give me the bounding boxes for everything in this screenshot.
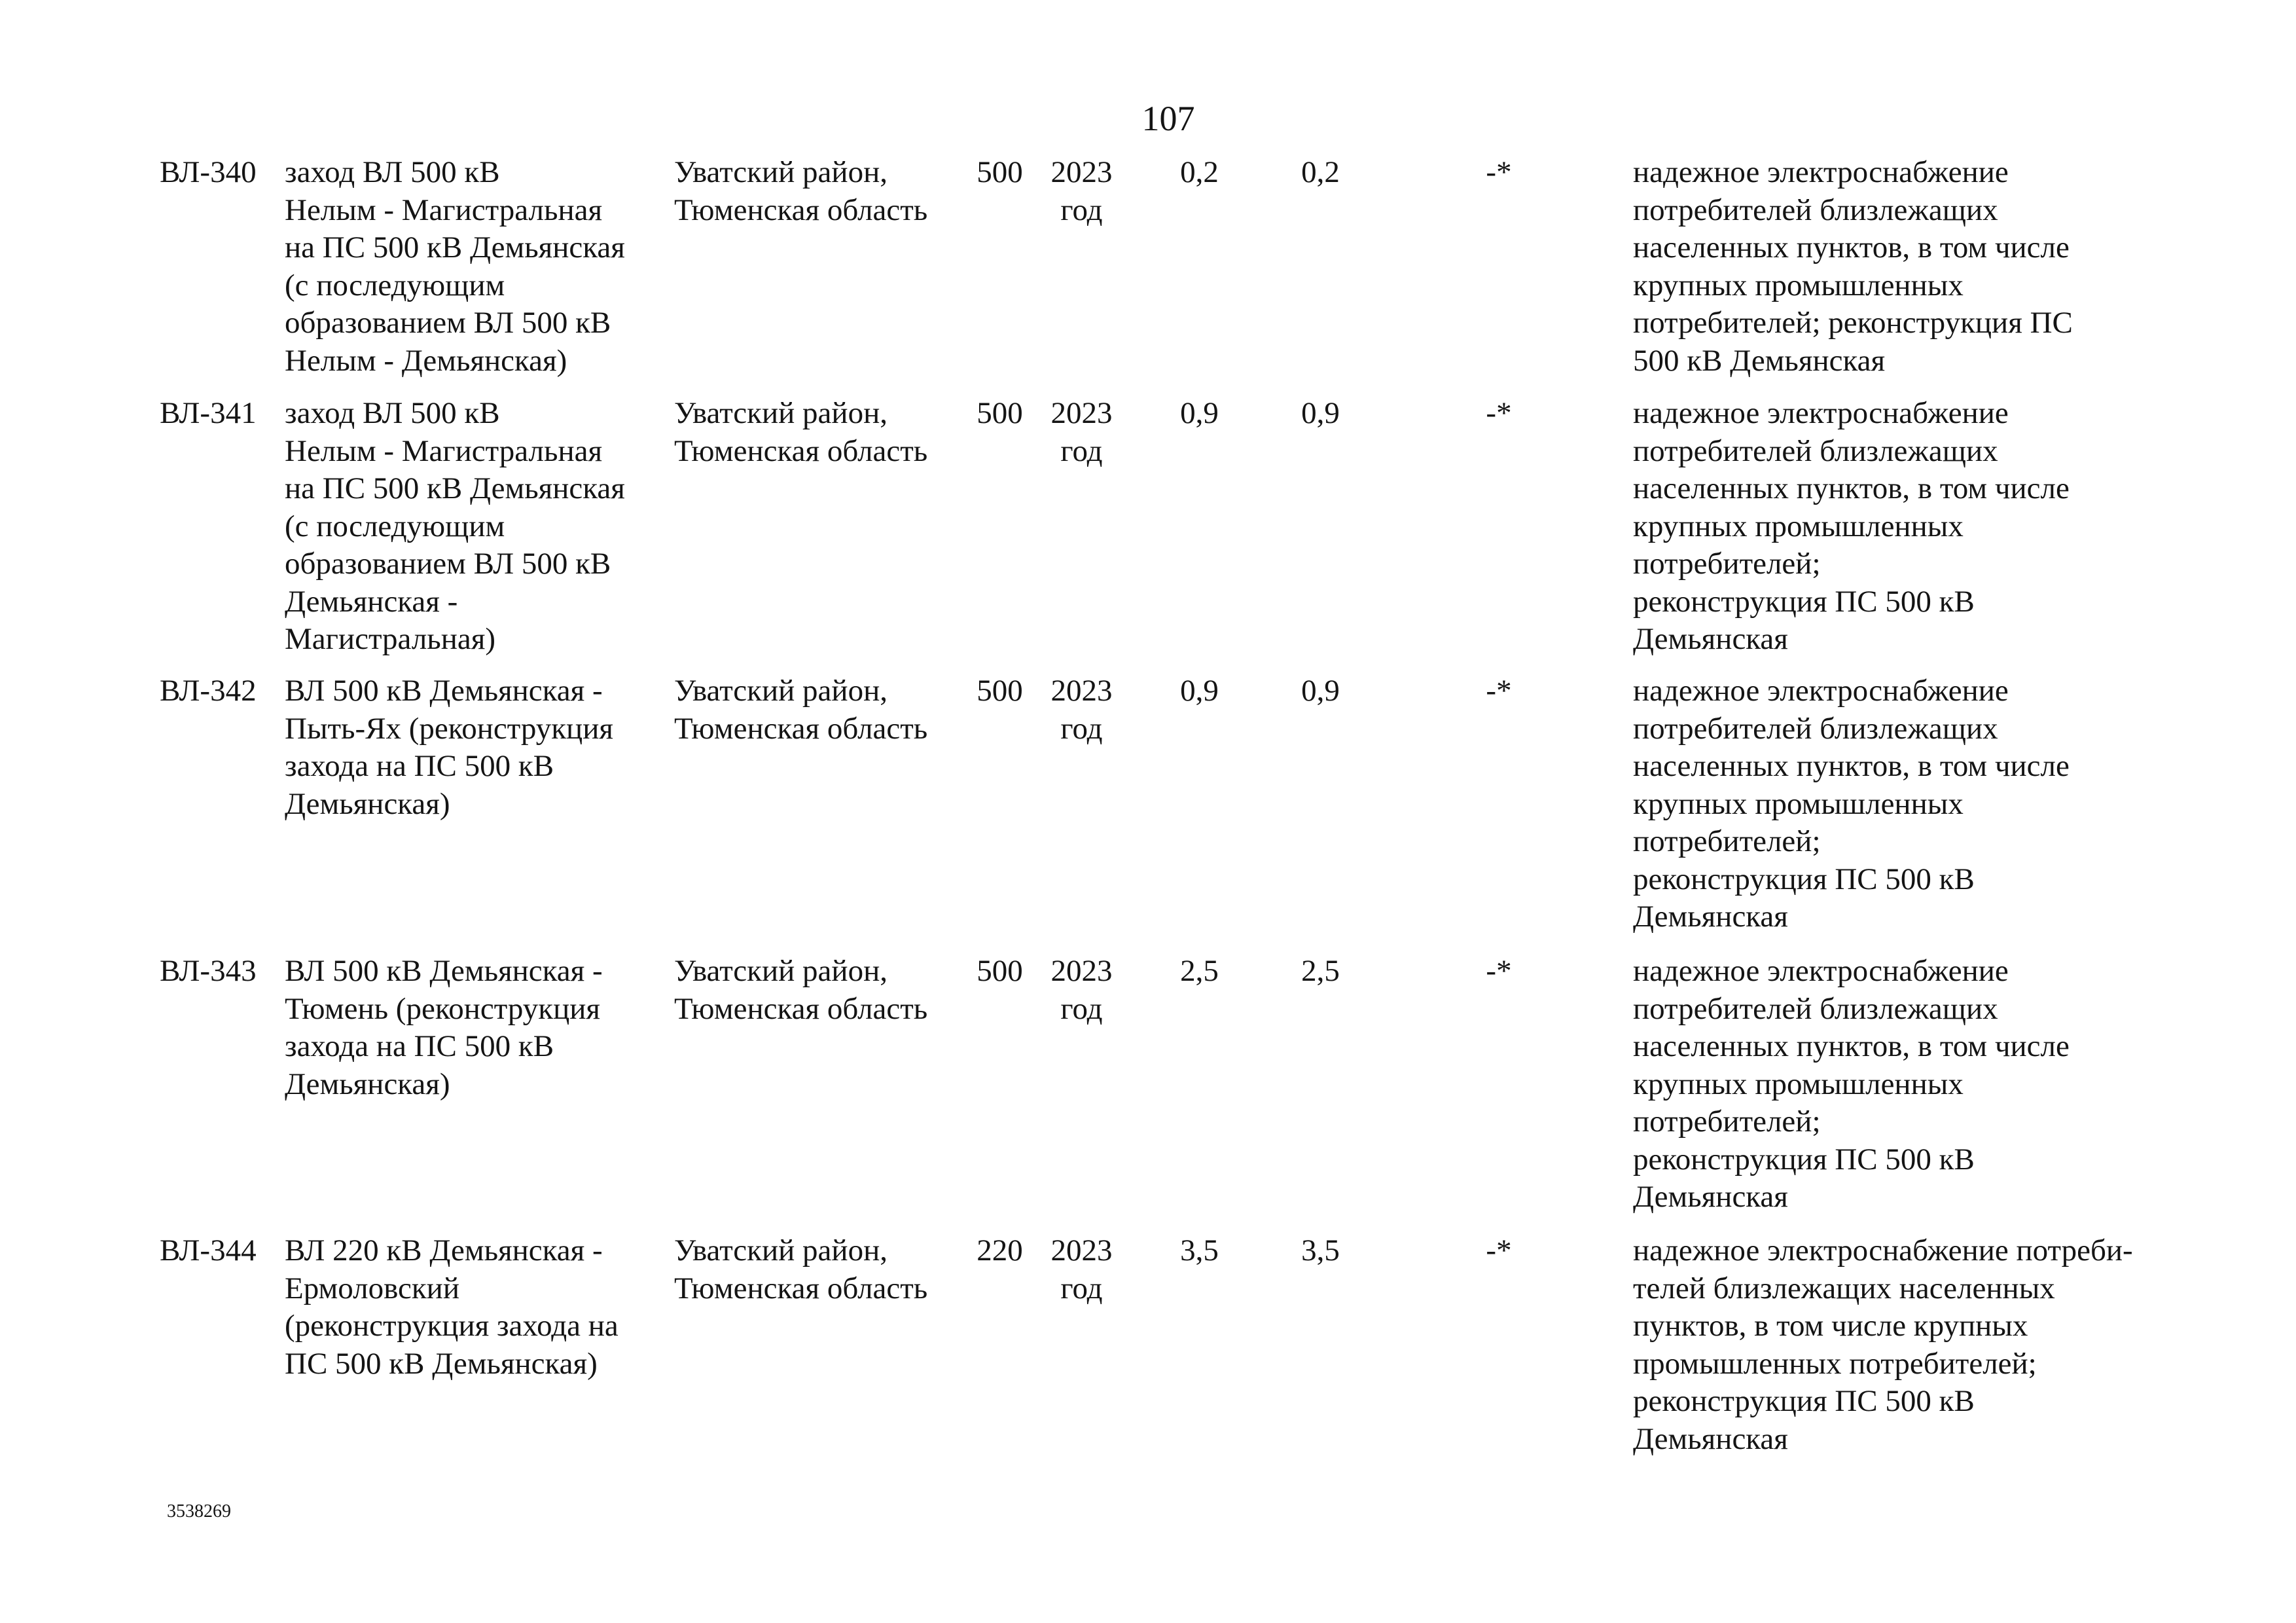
line-purpose: надежное электроснабжение потребителей близлежащих населенных пунктов, в том числе крупных промышленных потребителей; реконструкция ПС 500 кВ Демьянская bbox=[1633, 155, 2073, 378]
line-length-1: 0,9 bbox=[1180, 674, 1219, 708]
line-length-1: 2,5 bbox=[1180, 954, 1219, 988]
line-location: Уватский район, Тюменская область bbox=[674, 396, 928, 468]
line-year: 2023 год bbox=[1050, 155, 1113, 227]
line-length-1: 3,5 bbox=[1180, 1233, 1219, 1267]
line-cost: -* bbox=[1486, 155, 1512, 189]
line-name: заход ВЛ 500 кВ Нелым - Магистральная на ПС 500 кВ Демьянская (с последующим образованием ВЛ 500 кВ Демьянская - Магистральная) bbox=[285, 396, 625, 656]
line-year: 2023 год bbox=[1050, 1233, 1113, 1305]
line-purpose: надежное электроснабжение потребителей близлежащих населенных пунктов, в том числе крупных промышленных потребителей; реконструкция ПС 500 кВ Демьянская bbox=[1633, 396, 2070, 656]
line-name: заход ВЛ 500 кВ Нелым - Магистральная на ПС 500 кВ Демьянская (с последующим образованием ВЛ 500 кВ Нелым - Демьянская) bbox=[285, 155, 625, 378]
line-purpose: надежное электроснабжение потреби- телей близлежащих населенных пунктов, в том числе крупных промышленных потребителей; реконструкция ПС 500 кВ Демьянская bbox=[1633, 1233, 2133, 1456]
line-cost: -* bbox=[1486, 1233, 1512, 1267]
line-location: Уватский район, Тюменская область bbox=[674, 1233, 928, 1305]
line-year: 2023 год bbox=[1050, 396, 1113, 468]
line-code: ВЛ-340 bbox=[160, 155, 257, 189]
line-voltage: 220 bbox=[977, 1233, 1023, 1267]
line-code: ВЛ-342 bbox=[160, 674, 257, 708]
line-length-2: 0,9 bbox=[1301, 396, 1340, 430]
line-year: 2023 год bbox=[1050, 954, 1113, 1026]
line-cost: -* bbox=[1486, 954, 1512, 988]
line-purpose: надежное электроснабжение потребителей близлежащих населенных пунктов, в том числе крупных промышленных потребителей; реконструкция ПС 500 кВ Демьянская bbox=[1633, 954, 2070, 1214]
line-code: ВЛ-341 bbox=[160, 396, 257, 430]
line-code: ВЛ-344 bbox=[160, 1233, 257, 1267]
line-purpose: надежное электроснабжение потребителей близлежащих населенных пунктов, в том числе крупных промышленных потребителей; реконструкция ПС 500 кВ Демьянская bbox=[1633, 674, 2070, 934]
line-location: Уватский район, Тюменская область bbox=[674, 674, 928, 746]
line-length-1: 0,2 bbox=[1180, 155, 1219, 189]
line-code: ВЛ-343 bbox=[160, 954, 257, 988]
line-name: ВЛ 220 кВ Демьянская - Ермоловский (реконструкция захода на ПС 500 кВ Демьянская) bbox=[285, 1233, 619, 1381]
line-length-2: 2,5 bbox=[1301, 954, 1340, 988]
line-cost: -* bbox=[1486, 674, 1512, 708]
line-length-2: 0,9 bbox=[1301, 674, 1340, 708]
page-number: 107 bbox=[1141, 99, 1195, 138]
line-name: ВЛ 500 кВ Демьянская - Пыть-Ях (реконструкция захода на ПС 500 кВ Демьянская) bbox=[285, 674, 613, 821]
line-cost: -* bbox=[1486, 396, 1512, 430]
line-voltage: 500 bbox=[977, 674, 1023, 708]
line-voltage: 500 bbox=[977, 155, 1023, 189]
line-name: ВЛ 500 кВ Демьянская - Тюмень (реконструкция захода на ПС 500 кВ Демьянская) bbox=[285, 954, 603, 1101]
document-code: 3538269 bbox=[167, 1501, 231, 1522]
line-length-2: 3,5 bbox=[1301, 1233, 1340, 1267]
line-year: 2023 год bbox=[1050, 674, 1113, 746]
line-location: Уватский район, Тюменская область bbox=[674, 954, 928, 1026]
line-length-1: 0,9 bbox=[1180, 396, 1219, 430]
line-length-2: 0,2 bbox=[1301, 155, 1340, 189]
line-voltage: 500 bbox=[977, 396, 1023, 430]
line-voltage: 500 bbox=[977, 954, 1023, 988]
line-location: Уватский район, Тюменская область bbox=[674, 155, 928, 227]
